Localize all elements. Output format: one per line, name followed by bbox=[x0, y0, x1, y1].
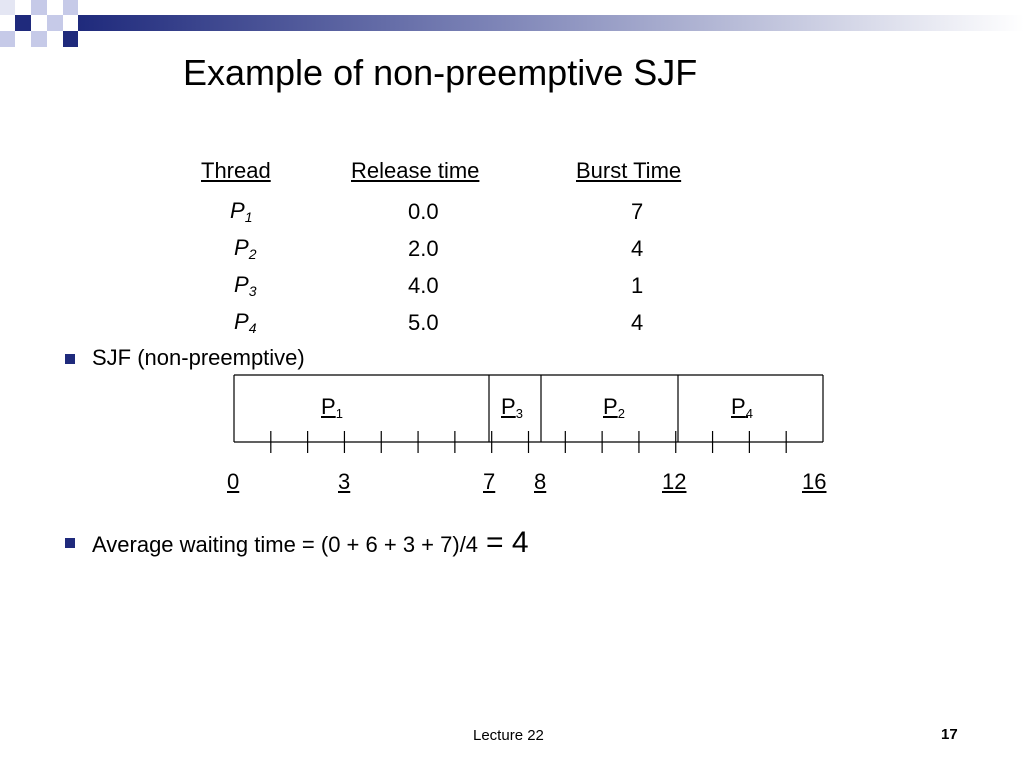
gantt-block-label: $P_4$ bbox=[731, 394, 753, 421]
time-label: 0 bbox=[227, 469, 240, 494]
bullet-marker bbox=[65, 538, 75, 548]
time-label: 12 bbox=[662, 469, 687, 494]
row-thread: $P_2$ bbox=[234, 235, 257, 262]
time-label: 8 bbox=[534, 469, 547, 494]
row-burst: 1 bbox=[631, 273, 644, 298]
row-burst: 4 bbox=[631, 236, 644, 261]
slide-title: Example of non-preemptive SJF bbox=[183, 52, 698, 93]
gantt-block-label: $P_3$ bbox=[501, 394, 523, 421]
row-thread: $P_4$ bbox=[234, 309, 257, 336]
header-burst-time: Burst Time bbox=[576, 158, 682, 183]
row-release: 0.0 bbox=[408, 199, 439, 224]
row-burst: 4 bbox=[631, 310, 644, 335]
row-release: 5.0 bbox=[408, 310, 439, 335]
gantt-block-label: $P_1$ bbox=[321, 394, 343, 421]
gantt-block-label: $P_2$ bbox=[603, 394, 625, 421]
time-label: 3 bbox=[338, 469, 351, 494]
bullet-average-waiting: Average waiting time = (0 + 6 + 3 + 7)/4 = 4 bbox=[92, 526, 529, 559]
footer-text: Lecture 22 bbox=[473, 727, 544, 744]
row-release: 4.0 bbox=[408, 273, 439, 298]
time-label: 16 bbox=[802, 469, 827, 494]
row-thread: $P_3$ bbox=[234, 272, 257, 299]
header-release-time: Release time bbox=[351, 158, 480, 183]
bullet-sjf: SJF (non-preemptive) bbox=[92, 345, 305, 370]
page-number: 17 bbox=[941, 726, 958, 743]
time-label: 7 bbox=[483, 469, 496, 494]
average-result: = 4 bbox=[486, 526, 529, 559]
row-release: 2.0 bbox=[408, 236, 439, 261]
row-burst: 7 bbox=[631, 199, 644, 224]
header-thread: Thread bbox=[201, 158, 271, 183]
row-thread: $P_1$ bbox=[230, 198, 253, 225]
